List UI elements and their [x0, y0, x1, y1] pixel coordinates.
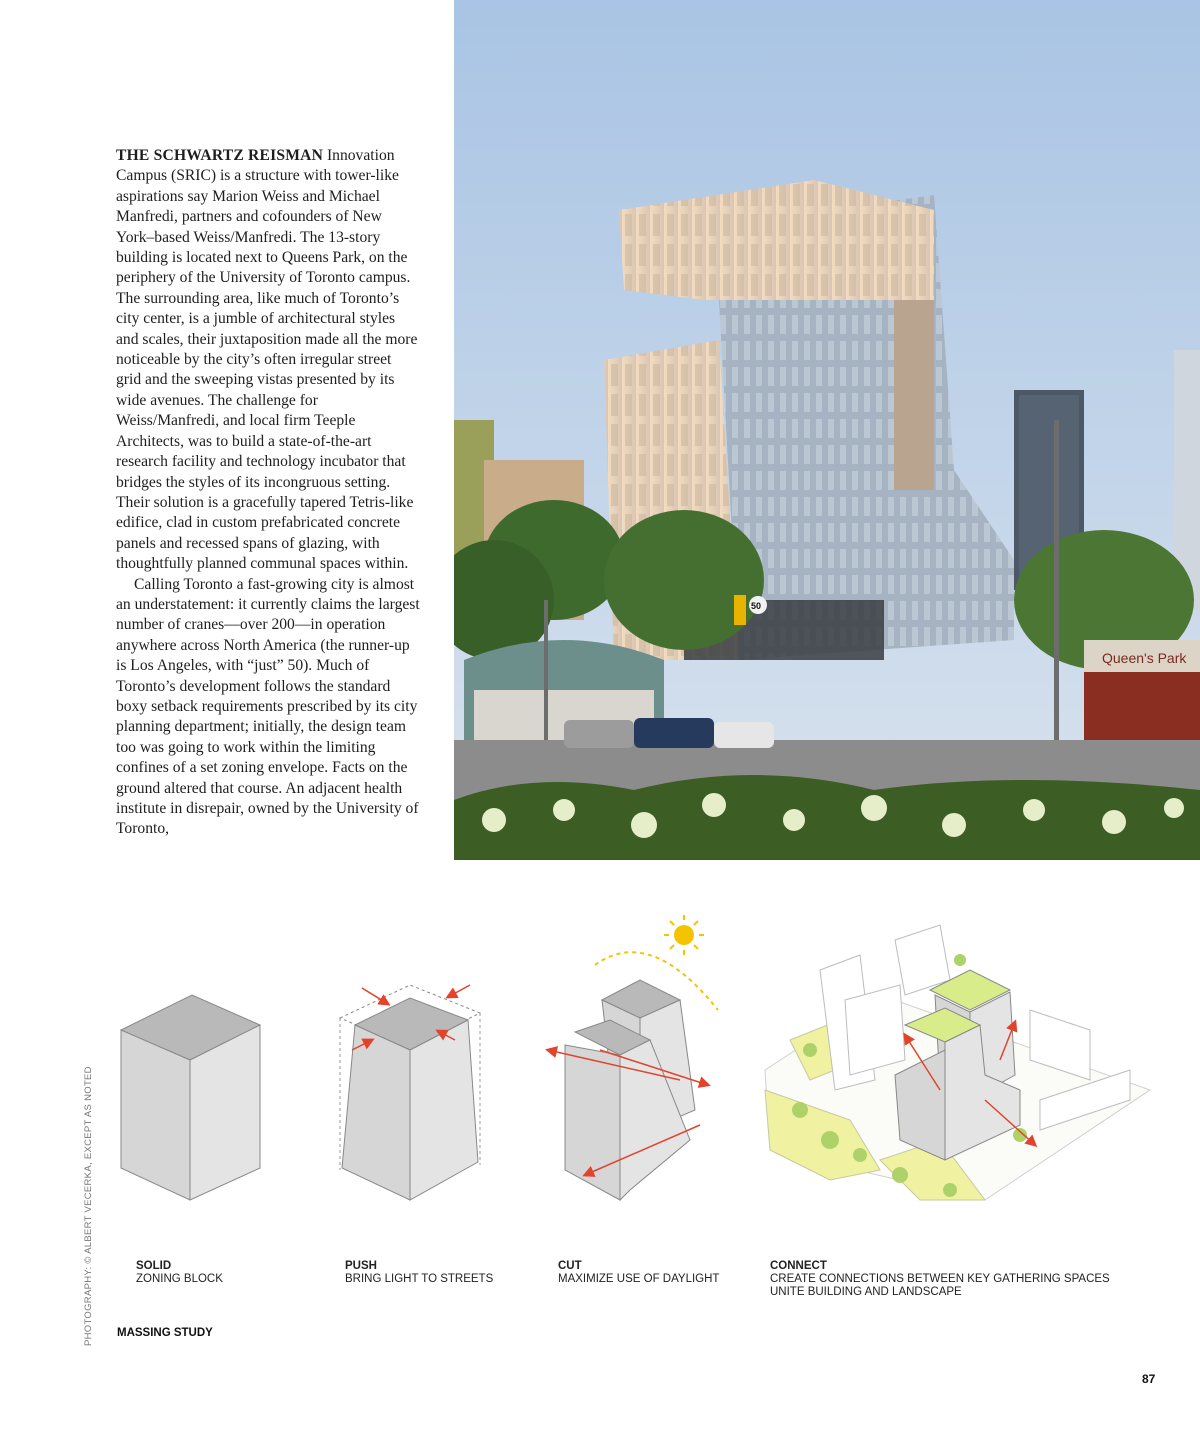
building-photo: [454, 0, 1200, 860]
speed-sign: 50: [751, 601, 762, 611]
caption-cut: [558, 1260, 719, 1286]
caption-solid-subtitle: ZONING BLOCK: [136, 1273, 223, 1285]
paragraph-2: Calling Toronto a fast-growing city is almost an understatement: it currently claims the largest number of cranes—over 200—in operation anywhere across North America (the runner-up is Los Angeles, with “just” 50). Much of Toronto’s development follows the standard boxy setback requirements prescribed by its city planning department; initially, the design team too was going to work within the limiting confines of a set zoning envelope. Facts on the ground altered that course. An adjacent health institute in disrepair, owned by the University of Toronto,: [116, 575, 420, 838]
cut-diagram: [548, 915, 718, 1200]
sun-icon: [674, 925, 694, 945]
caption-push: [345, 1260, 493, 1286]
paragraph-1-text: Innovation Campus (SRIC) is a structure with tower-like aspirations say Marion Weiss and Michael Manfredi, partners and cofounders of New York–based Weiss/Manfredi. The 13-story building is located next to Queens Park, on the periphery of the University of Toronto campus. The surrounding area, like much of Toronto’s city center, is a jumble of architectural styles and scales, their juxtaposition made all the more noticeable by the city’s often irregular street grid and the sweeping vistas presented by its wide avenues. The challenge for Weiss/Manfredi, and local firm Teeple Architects, was to build a state-of-the-art research facility and technology incubator that bridges the styles of its incongruous setting. Their solution is a gracefully tapered Tetris-like edifice, clad in custom prefabricated concrete panels and recessed spans of glazing, with thoughtfully planned communal spaces within.: [116, 147, 418, 573]
caption-push-title: PUSH: [345, 1260, 377, 1272]
solid-diagram: [121, 995, 260, 1200]
article-body: [116, 146, 420, 840]
lead-in: THE SCHWARTZ REISMAN: [116, 147, 324, 164]
caption-connect-subtitle: CREATE CONNECTIONS BETWEEN KEY GATHERING SPACES: [770, 1273, 1110, 1285]
caption-push-subtitle: BRING LIGHT TO STREETS: [345, 1273, 494, 1285]
massing-diagrams: [0, 900, 1200, 1250]
queens-park-sign: Queen's Park: [1102, 650, 1187, 666]
connect-diagram: [765, 925, 1150, 1200]
paragraph-1: [116, 146, 420, 575]
page-number: 87: [1142, 1372, 1156, 1386]
caption-solid-title: SOLID: [136, 1260, 172, 1272]
caption-cut-title: CUT: [558, 1260, 582, 1272]
massing-study-title: MASSING STUDY: [117, 1327, 213, 1339]
push-diagram: [340, 985, 480, 1200]
caption-connect: [770, 1260, 1110, 1299]
photo-credit: PHOTOGRAPHY: © ALBERT VECERKA, EXCEPT AS NOTED: [83, 1066, 94, 1346]
caption-connect-subtitle-2: UNITE BUILDING AND LANDSCAPE: [770, 1286, 962, 1298]
caption-connect-title: CONNECT: [770, 1260, 827, 1272]
caption-cut-subtitle: MAXIMIZE USE OF DAYLIGHT: [558, 1273, 720, 1285]
caption-solid: [136, 1260, 223, 1286]
